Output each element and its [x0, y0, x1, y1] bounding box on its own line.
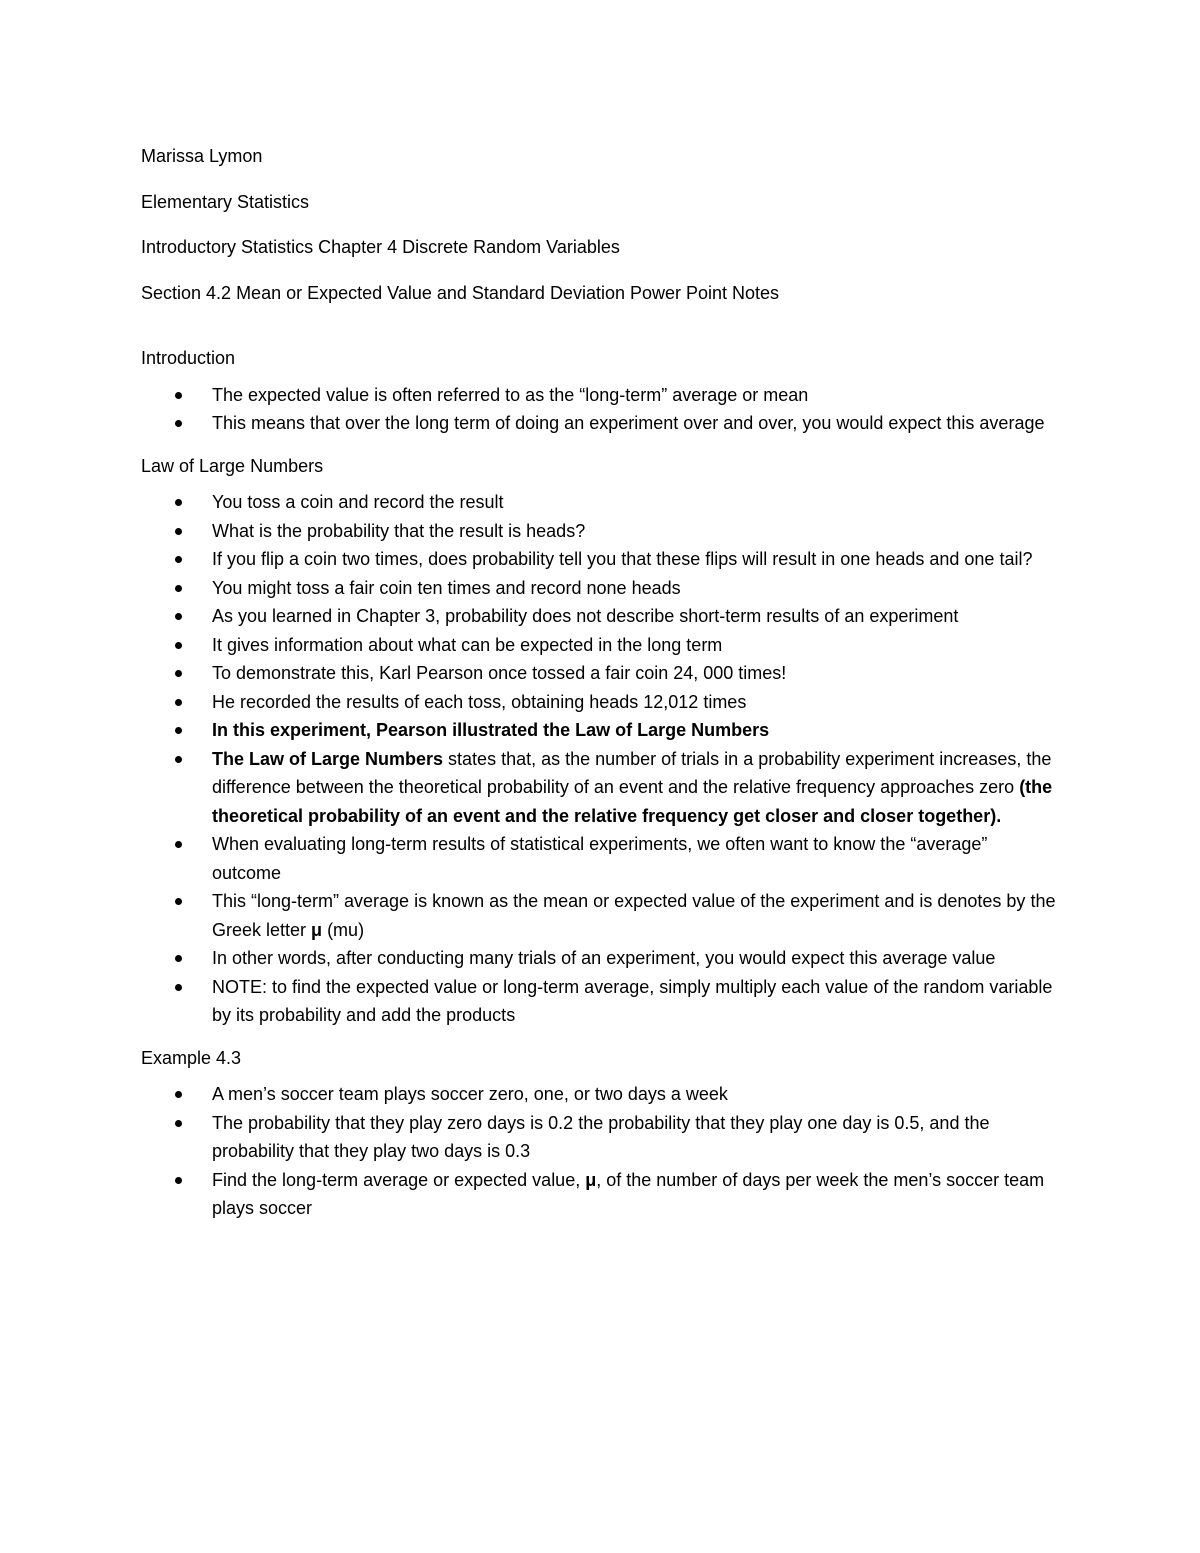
law-term: The Law of Large Numbers	[212, 748, 444, 769]
bullet-icon	[175, 670, 182, 677]
bullet-icon	[175, 984, 182, 991]
list-item-text: It gives information about what can be expected in the long term	[212, 634, 723, 655]
bullet-icon	[175, 585, 182, 592]
list-item	[141, 574, 1061, 603]
list-item	[141, 973, 1061, 1030]
list-item-text: You might toss a fair coin ten times and record none heads	[212, 577, 681, 598]
bullet-icon	[175, 556, 182, 563]
section-title: Section 4.2 Mean or Expected Value and Standard Deviation Power Point Notes	[141, 282, 780, 303]
list-item	[141, 545, 1061, 574]
list-item	[141, 517, 1061, 546]
bullet-icon	[175, 955, 182, 962]
list-item-text: Find the long-term average or expected value,	[212, 1169, 586, 1190]
list-item-text: NOTE: to find the expected value or long-term average, simply multiply each value of the random variable by its probability and add the products	[212, 976, 1053, 1025]
law-definition-emphasis: (the theoretical probability of an event and the relative frequency get closer and closer together).	[212, 777, 1053, 826]
bullet-icon	[175, 528, 182, 535]
example-list	[141, 1080, 1061, 1223]
bullet-icon	[175, 727, 182, 734]
bullet-icon	[175, 642, 182, 649]
list-item-text: In other words, after conducting many trials of an experiment, you would expect this average value	[212, 948, 996, 968]
list-item	[141, 602, 1061, 631]
list-item-text: (mu)	[322, 919, 365, 940]
mu-symbol: μ	[585, 1169, 597, 1190]
list-item-text: To demonstrate this, Karl Pearson once tossed a fair coin 24, 000 times!	[212, 663, 787, 683]
list-item	[141, 1166, 1061, 1223]
list-item-text: The expected value is often referred to as the “long-term” average or mean	[212, 384, 809, 405]
list-item-law-definition	[141, 745, 1061, 831]
list-item	[141, 887, 1061, 944]
bullet-icon	[175, 1091, 182, 1098]
list-item-text: A men’s soccer team plays soccer zero, one, or two days a week	[212, 1084, 728, 1104]
list-item-text: , of the number of days per week the men’s soccer team plays soccer	[212, 1169, 1045, 1218]
list-item-text-bold: In this experiment, Pearson illustrated the Law of Large Numbers	[212, 720, 770, 740]
mu-symbol: μ	[311, 919, 323, 940]
list-item-text: This “long-term” average is known as the mean or expected value of the experiment and is denotes by the Greek letter	[212, 891, 1056, 940]
list-item-text: If you flip a coin two times, does probability tell you that these flips will result in one heads and one tail?	[212, 549, 1033, 569]
bullet-icon	[175, 499, 182, 506]
bullet-icon	[175, 420, 182, 427]
list-item	[141, 944, 1061, 973]
author-name: Marissa Lymon	[141, 146, 263, 166]
law-heading: Law of Large Numbers	[141, 455, 324, 476]
course-name: Elementary Statistics	[141, 191, 310, 212]
list-item	[141, 1080, 1061, 1109]
law-list	[141, 488, 1061, 1030]
list-item-text: The probability that they play zero days is 0.2 the probability that they play one day is 0.5, and the probability that they play two days is 0.3	[212, 1112, 990, 1161]
list-item-text: When evaluating long-term results of statistical experiments, we often want to know the “average” outcome	[212, 834, 988, 883]
introduction-list	[141, 381, 1061, 438]
list-item	[141, 381, 1061, 410]
list-item	[141, 659, 1061, 688]
list-item	[141, 488, 1061, 517]
bullet-icon	[175, 898, 182, 905]
list-item	[141, 830, 1061, 887]
bullet-icon	[175, 1120, 182, 1127]
introduction-heading: Introduction	[141, 348, 236, 368]
law-definition-text: states that, as the number of trials in a probability experiment increases, the difference between the theoretical probability of an event and the relative frequency approaches zero	[212, 748, 1052, 797]
document-body	[141, 142, 1061, 1229]
example-heading: Example 4.3	[141, 1047, 242, 1068]
list-item	[141, 1109, 1061, 1166]
bullet-icon	[175, 756, 182, 763]
list-item-text: What is the probability that the result is heads?	[212, 520, 586, 541]
list-item	[141, 409, 1061, 438]
bullet-icon	[175, 699, 182, 706]
list-item	[141, 688, 1061, 717]
bullet-icon	[175, 392, 182, 399]
list-item-text: As you learned in Chapter 3, probability does not describe short-term results of an experiment	[212, 606, 959, 626]
bullet-icon	[175, 613, 182, 620]
list-item	[141, 631, 1061, 660]
bullet-icon	[175, 841, 182, 848]
list-item	[141, 716, 1061, 745]
list-item-text: This means that over the long term of doing an experiment over and over, you would expect this average	[212, 413, 1045, 433]
bullet-icon	[175, 1177, 182, 1184]
list-item-text: He recorded the results of each toss, obtaining heads 12,012 times	[212, 691, 747, 712]
list-item-text: You toss a coin and record the result	[212, 492, 504, 512]
chapter-title: Introductory Statistics Chapter 4 Discrete Random Variables	[141, 237, 620, 257]
